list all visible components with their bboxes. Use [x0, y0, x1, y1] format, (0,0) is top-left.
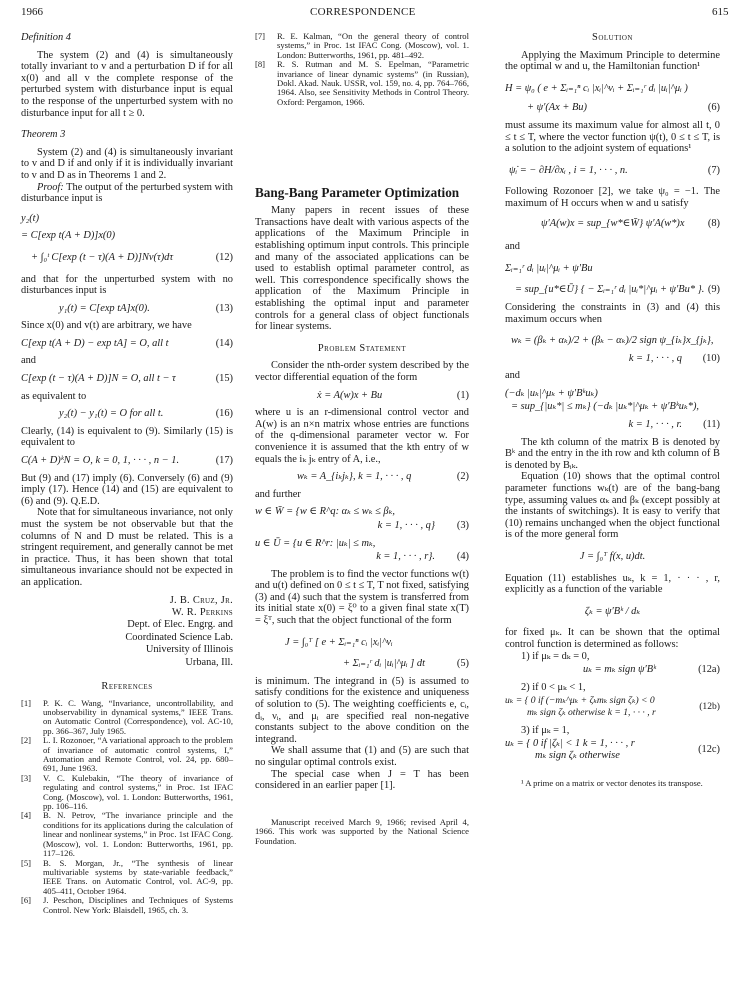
author-2: W. R. Perkins: [171, 606, 233, 618]
equation-2: wₖ = A_{iₖjₖ}, k = 1, · · · , q (2): [297, 471, 469, 483]
equation-13: y₁(t) = C[exp tA]x(0). (13): [59, 302, 233, 314]
text-after-7: Following Rozonoer [2], we take ψ₀ = −1. The maximum of H occurs when w and u satisfy: [505, 186, 720, 209]
references-heading: References: [101, 681, 153, 692]
manuscript-footnote: Manuscript received March 9, 1966; revised April 4, 1966. This work was supported by the National Science Foundation.: [255, 816, 469, 846]
assumption-2: The special case when J = T has been considered in an earlier paper [1].: [255, 768, 469, 792]
text-after-15: as equivalent to: [21, 390, 87, 402]
equation-12a: uₖ = mₖ sign ψ′Bᵏ (12a): [583, 664, 720, 676]
equation-12-line1: = C[exp t(A + D)]x(0): [21, 230, 116, 242]
text-after-12: and that for the unperturbed system with no disturbances input is: [21, 273, 233, 297]
equation-9-line2: = sup_{u*∈Ū} { − Σᵢ₌₁ʳ dᵢ |uᵢ*|^μᵢ + ψ′Bu* }. (9): [515, 284, 720, 296]
reference-item: [3] V. C. Kulebakin, “The theory of invariance of regulating and control systems,” in Proc. 1st IFAC Cong. (Moscow), vol. 1. London: Butterworths, 1961, pp. 106–116.: [21, 772, 233, 812]
text-after-9: Considering the constraints in (3) and (4) this maximum occurs when: [505, 301, 720, 325]
equation-5-line1: J = ∫₀ᵀ [ e + Σᵢ₌₁ⁿ cᵢ |xᵢ|^νᵢ: [285, 636, 393, 648]
equation-10-discussion: Equation (10) shows that the optimal control parameter functions wₖ(t) are of the bang-bang type, assuming values αₖ and βₖ (except possibly at the instants of switchings). It is easy to verify that (10) remains unchanged when the object functional is of the more general form: [505, 471, 720, 541]
equation-6-line2: + ψ′(Ax + Bu) (6): [527, 102, 720, 114]
equation-17: C(A + D)ᵏN = O, k = 0, 1, · · · , n − 1. (17): [21, 455, 233, 467]
proof-label: Proof:: [37, 181, 64, 193]
assumption-1: We shall assume that (1) and (5) are such that no singular optimal controls exist.: [255, 745, 469, 768]
text-after-zeta: for fixed μₖ. It can be shown that the optimal control function is determined as follows:: [505, 627, 720, 650]
equation-11-line3: k = 1, · · · , r. (11): [628, 419, 720, 431]
header-page-number: 615: [712, 6, 729, 18]
note-text: Note that for simultaneous invariance, not only must the system be not observable but that the columns of N and D must be related. This is a stringent requirement, and generally cannot be met in practice. Thus, it has been shown that total simultaneous invariance should not be expected in an application.: [21, 507, 233, 588]
references-list: [21, 699, 233, 915]
text-after-11: The kth column of the matrix B is denoted by Bᵏ and the entry in the ith row and kth column of B is denoted by Bᵢₖ.: [505, 436, 720, 471]
references-continued: [255, 32, 469, 107]
definition-text: The system (2) and (4) is simultaneously totally invariant to v and a perturbation D if for all x(0) and all v the complete response of the perturbed system with disturbance input is equal to the response of the unperturbed system with no disturbance input for all t ≥ 0.: [21, 49, 233, 119]
equation-3-line1: w ∈ W̄ = {w ∈ R^q: αₖ ≤ wₖ ≤ βₖ,: [255, 506, 395, 518]
author-1: J. B. Cruz, Jr.: [169, 594, 233, 606]
transpose-footnote: ¹ A prime on a matrix or vector denotes its transpose.: [521, 778, 703, 789]
intro-paragraph: Many papers in recent issues of these Transactions have dealt with various aspects of the applications of the Maximum Principle in establishing optimum input controls. This principle and many of the associated applications can be used to establish optimal parameter control, as well. This correspondence specifically shows the application of the Maximum Principle in establishing the optimal input and parameter controls for a general class of object functionals for linear systems.: [255, 205, 469, 333]
equation-4-line2: k = 1, · · · , r}. (4): [376, 551, 469, 563]
text-after-16: Clearly, (14) is equivalent to (9). Similarly (15) is equivalent to: [21, 425, 233, 449]
reference-item: [5] B. S. Morgan, Jr., “The synthesis of linear multivariable systems by state-variable feedback,” IEEE Trans. on Automatic Control, vol. AC-9, pp. 405–411, October 1964.: [21, 857, 233, 896]
text-after-17: But (9) and (17) imply (6). Conversely (6) and (9) imply (17). Hence (14) and (15) are equivalent to (6) and (9). Q.E.D.: [21, 472, 233, 507]
proof-paragraph: [21, 182, 233, 205]
problem-text-2: The problem is to find the vector functions w(t) and u(t) defined on 0 ≤ t ≤ T, T not fixed, satisfying (3) and (4) such that the system is transferred from its initial state x(0) = ξ⁰ to a given final state x(T) = ξᵀ, such that the object functional of the form: [255, 568, 469, 627]
proof-text: The output of the perturbed system with disturbance input is: [21, 181, 233, 205]
reference-item: [7] R. E. Kalman, “On the general theory of control systems,” in Proc. 1st IFAC Cong. (Moscow), vol. 1. London: Butterworths, 1961, pp. 481–492.: [255, 31, 469, 60]
problem-statement-heading: Problem Statement: [317, 342, 407, 354]
equation-4-line1: u ∈ Ū = {u ∈ R^r: |uₖ| ≤ mₖ,: [255, 537, 376, 549]
problem-text: Consider the nth-order system described by the vector differential equation of the form: [255, 360, 469, 383]
equation-11-line2: = sup_{|uₖ*| ≤ mₖ} (−dₖ |uₖ*|^μₖ + ψ′Bᵏuₖ*),: [511, 401, 700, 413]
theorem-heading: Theorem 3: [21, 129, 66, 141]
affiliation-2: Coordinated Science Lab.: [125, 631, 233, 643]
header-section: CORRESPONDENCE: [310, 6, 416, 18]
header-year: 1966: [21, 6, 43, 18]
affiliation-4: Urbana, Ill.: [185, 656, 233, 668]
equation-zeta: ζₖ = ψ′Bᵏ / dₖ: [584, 605, 641, 617]
affiliation-3: University of Illinois: [145, 644, 233, 656]
article-title: Bang-Bang Parameter Optimization: [255, 185, 460, 201]
spacer: [255, 107, 469, 185]
reference-item: [6] J. Peschon, Disciplines and Techniques of Systems Control. New York: Blaisdell, 1965, ch. 3.: [21, 895, 233, 915]
column-middle: [255, 28, 469, 847]
equation-6-line1: H = ψ₀ ( e + Σᵢ₌₁ⁿ cᵢ |xᵢ|^νᵢ + Σᵢ₌₁ʳ dᵢ |uᵢ|^μᵢ ): [505, 82, 688, 94]
theorem-text: System (2) and (4) is simultaneously invariant to v and D if and only if it is individually invariant to v and D as in Theorems 1 and 2.: [21, 146, 233, 181]
and-further: and further: [255, 488, 301, 500]
solution-text: Applying the Maximum Principle to determine the optimal w and u, the Hamiltonian function¹: [505, 49, 720, 73]
and-2: and: [505, 370, 521, 382]
text-after-5: is minimum. The integrand in (5) is assumed to satisfy conditions for the existence and uniqueness of solution to (5). The weighting coefficients e, cᵢ, dᵢ, νᵢ, and μᵢ are specified real non-negative constants subject to the above condition on the integrand.: [255, 675, 469, 745]
text-after-13: Since x(0) and v(t) are arbitrary, we have: [21, 320, 192, 332]
equation-10-line2: k = 1, · · · , q (10): [628, 352, 720, 364]
signature-block: [21, 595, 233, 669]
equation-12-lhs: y₂(t): [21, 212, 40, 224]
reference-item: [8] R. S. Rutman and M. S. Epelman, “Parametric invariance of linear dynamic systems” (in Russian), Dokl. Akad. Nauk. USSR, vol. 159, no. 4, pp. 764–766, 1964. Also, see Sensitivity Methods in Control Theory. Oxford: Pergamon, 1966.: [255, 59, 469, 107]
equation-1: ẋ = A(w)x + Bu (1): [317, 389, 469, 401]
equation-11-line1: (−dₖ |uₖ|^μₖ + ψ′Bᵏuₖ): [505, 387, 598, 399]
and-1: and: [21, 355, 37, 367]
equation-7: ψ̇ᵢ = − ∂H/∂xᵢ , i = 1, · · · , n. (7): [509, 164, 720, 176]
equation-12b-line1: uₖ = { 0 if (−mₖ^μₖ + ζₖmₖ sign ζₖ) < 0: [505, 695, 655, 707]
equation-14: C[exp t(A + D) − exp tA] = O, all t (14): [21, 337, 233, 349]
equation-12-line2: + ∫₀ᵗ C[exp (t − τ)(A + D)]Nv(τ)dτ (12): [31, 251, 233, 263]
equation-12c-line1: uₖ = { 0 if |ζₖ| < 1 k = 1, · · · , r: [505, 738, 635, 750]
column-left: [21, 28, 233, 915]
case-3: 3) if μₖ = 1,: [521, 724, 570, 736]
equation-9-line1: Σᵢ₌₁ʳ dᵢ |uᵢ|^μᵢ + ψ′Bu: [505, 262, 593, 274]
definition-heading: Definition 4: [21, 32, 71, 43]
equation-10-line1: wₖ = (βₖ + αₖ)/2 + (βₖ − αₖ)/2 sign ψ_{iₖ}x_{jₖ},: [511, 335, 714, 347]
and-1: and: [505, 241, 521, 253]
reference-item: [2] L. I. Rozonoer, “A variational approach to the problem of invariance of automatic control systems, I,” Automation and Remote Control, vol. 24, pp. 680–691, June 1963.: [21, 735, 233, 774]
equation-12b-line2: mₖ sign ζₖ otherwise k = 1, · · · , r (12b): [527, 700, 720, 718]
case-2: 2) if 0 < μₖ < 1,: [521, 681, 586, 693]
equation-8: ψ′A(w)x = sup_{w*∈W̄} ψ′A(w*)x (8): [541, 217, 720, 229]
equation-3-line2: k = 1, · · · , q} (3): [377, 519, 469, 531]
reference-item: [1] P. K. C. Wang, “Invariance, uncontrollability, and unobservability in dynamical systems,” IEEE Trans. on Automatic Control (Correspondence), vol. AC-10, pp. 366–367, July 1965.: [21, 697, 233, 736]
equation-16: y₂(t) − y₁(t) = O for all t. (16): [59, 408, 233, 420]
text-after-1: where u is an r-dimensional control vector and A(w) is an n×n matrix whose entries are functions of the q-dimensional parameter vector w. For convenience it is assumed that the kth entry of w equals the iₖ jₖ entry of A, i.e.,: [255, 407, 469, 465]
column-right: [505, 28, 720, 789]
affiliation-1: Dept. of Elec. Engrg. and: [127, 619, 233, 631]
equation-15: C[exp (t − τ)(A + D)]N = O, all t − τ (15): [21, 373, 233, 385]
reference-item: [4] B. N. Petrov, “The invariance principle and the conditions for its applications during the calculation of linear and nonlinear systems,” in Proc. 1st IFAC Cong. (Moscow), vol. 1. London: Butterworths, 1961, pp. 117–126.: [21, 810, 233, 859]
case-1: 1) if μₖ = dₖ = 0,: [521, 650, 590, 662]
equation-5-line2: + Σᵢ₌₁ʳ dᵢ |uᵢ|^μᵢ ] dt (5): [343, 658, 469, 670]
equation-general-form: J = ∫₀ᵀ f(x, u)dt.: [579, 551, 646, 562]
equation-12c-line2: mₖ sign ζₖ otherwise (12c): [535, 743, 720, 761]
text-after-6: must assume its maximum value for almost all t, 0 ≤ t ≤ T, where the vector function ψ(t), 0 ≤ t ≤ T, is a solution to the adjoint system of equations¹: [505, 119, 720, 155]
solution-heading: Solution: [592, 32, 633, 43]
equation-11-discussion: Equation (11) establishes uₖ, k = 1, · · · , r, explicitly as a function of the variable: [505, 572, 720, 596]
